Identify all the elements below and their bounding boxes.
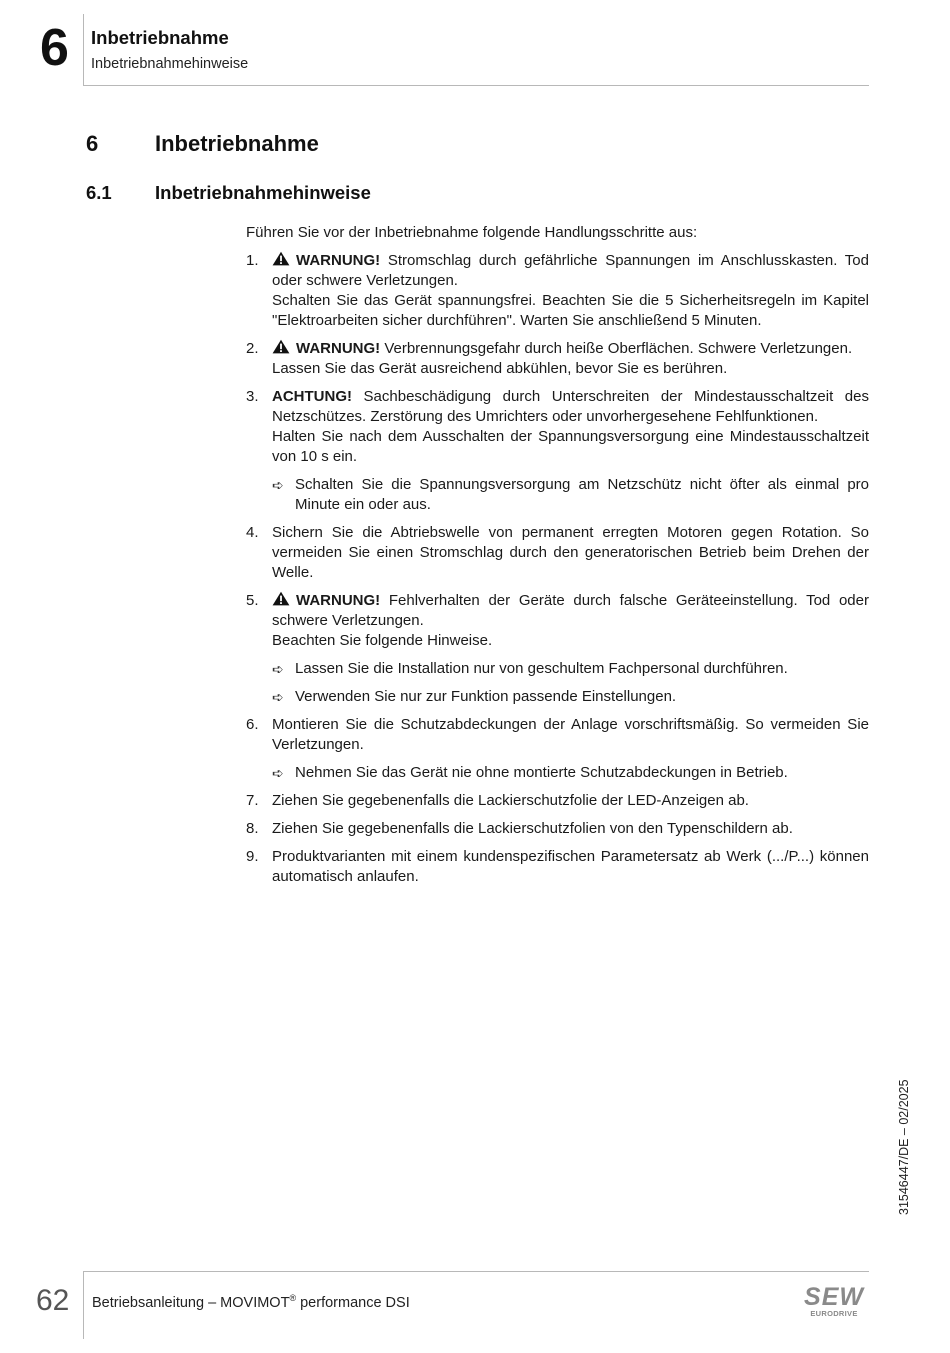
registered-mark: ®	[289, 1293, 297, 1303]
step-text	[272, 387, 869, 427]
hollow-arrow-icon: ➪	[272, 661, 284, 677]
hollow-arrow-icon: ➪	[272, 477, 284, 493]
list-item	[246, 847, 869, 887]
step-text: Montieren Sie die Schutzabdeckungen der Anlage vorschriftsmäßig. So vermeiden Sie Verletzungen.	[272, 716, 869, 753]
list-item	[246, 523, 869, 583]
step-text: Ziehen Sie gegebenenfalls die Lackierschutzfolie der LED-Anzeigen ab.	[272, 792, 749, 809]
list-item	[246, 339, 869, 379]
action-text: Lassen Sie das Gerät ausreichend abkühlen, bevor Sie es berühren.	[272, 360, 728, 377]
footer-rule	[83, 1271, 869, 1272]
list-item	[246, 819, 869, 839]
instructions-body	[246, 223, 869, 895]
warning-triangle-icon	[272, 591, 290, 606]
list-item	[246, 591, 869, 707]
hollow-arrow-icon: ➪	[272, 689, 284, 705]
step-number: 2.	[246, 340, 259, 357]
sub-item	[272, 687, 869, 707]
sub-item-text: Nehmen Sie das Gerät nie ohne montierte Schutzabdeckungen in Betrieb.	[295, 764, 788, 781]
step-text: Ziehen Sie gegebenenfalls die Lackierschutzfolien von den Typenschildern ab.	[272, 820, 793, 837]
list-item	[246, 715, 869, 783]
sub-item-text: Lassen Sie die Installation nur von geschultem Fachpersonal durchführen.	[295, 660, 788, 677]
section-title: Inbetriebnahme	[155, 131, 319, 156]
document-number: 31546447/DE – 02/2025	[897, 1079, 911, 1215]
step-number: 7.	[246, 792, 259, 809]
warning-triangle-icon	[272, 251, 290, 266]
sub-item-text: Verwenden Sie nur zur Funktion passende Einstellungen.	[295, 688, 677, 705]
hollow-arrow-icon: ➪	[272, 765, 284, 781]
intro-text: Führen Sie vor der Inbetriebnahme folgende Handlungsschritte aus:	[246, 224, 698, 241]
hazard-text: Sachbeschädigung durch Unterschreiten der Mindestausschaltzeit des Netzschützes. Zerstörung des Umrichters oder unvorhergesehene Fehlfunktionen.	[272, 388, 869, 425]
subsection-number: 6.1	[86, 182, 112, 203]
step-number: 3.	[246, 388, 259, 405]
sub-item	[272, 475, 869, 515]
footer-title	[92, 1293, 410, 1311]
step-text	[272, 339, 869, 359]
page-number: 62	[36, 1284, 70, 1317]
logo-sub-text: EURODRIVE	[810, 1309, 858, 1318]
action-text: Schalten Sie das Gerät spannungsfrei. Beachten Sie die 5 Sicherheitsregeln im Kapitel "Elektroarbeiten sicher durchführen". Warten Sie anschließend 5 Minuten.	[272, 292, 869, 329]
footer-title-prefix: Betriebsanleitung – MOVIMOT	[92, 1294, 290, 1311]
hazard-text: Stromschlag durch gefährliche Spannungen im Anschlusskasten. Tod oder schwere Verletzungen.	[272, 252, 869, 289]
step-number: 6.	[246, 716, 259, 733]
subsection-title: Inbetriebnahmehinweise	[155, 182, 371, 203]
logo-main-text: SEW	[804, 1283, 864, 1311]
hazard-text: Fehlverhalten der Geräte durch falsche Geräteeinstellung. Tod oder schwere Verletzungen.	[272, 592, 869, 629]
header-rule	[83, 85, 869, 86]
footer-title-suffix: performance DSI	[296, 1294, 410, 1311]
warning-keyword: WARNUNG!	[296, 340, 381, 357]
warning-keyword: WARNUNG!	[296, 592, 381, 609]
action-text: Halten Sie nach dem Ausschalten der Spannungsversorgung eine Mindestausschaltzeit von 10 s ein.	[272, 428, 869, 465]
list-item	[246, 387, 869, 515]
sub-item	[272, 763, 869, 783]
step-text	[272, 591, 869, 631]
caution-keyword: ACHTUNG!	[272, 388, 352, 405]
action-text: Beachten Sie folgende Hinweise.	[272, 632, 493, 649]
chapter-number: 6	[40, 19, 69, 77]
section-number: 6	[86, 131, 99, 156]
hazard-text: Verbrennungsgefahr durch heiße Oberflächen. Schwere Verletzungen.	[380, 340, 853, 357]
step-number: 8.	[246, 820, 259, 837]
step-text	[272, 251, 869, 291]
list-item	[246, 251, 869, 331]
footer-divider	[83, 1271, 84, 1339]
step-text: Sichern Sie die Abtriebswelle von permanent erregten Motoren gegen Rotation. So vermeiden Sie einen Stromschlag durch den generatorischen Betrieb beim Drehen der Welle.	[272, 524, 869, 581]
step-text: Produktvarianten mit einem kundenspezifischen Parametersatz ab Werk (.../P...) können automatisch anlaufen.	[272, 848, 869, 885]
sub-item	[272, 659, 869, 679]
step-number: 4.	[246, 524, 259, 541]
step-number: 9.	[246, 848, 259, 865]
header-divider	[83, 14, 84, 86]
header-title: Inbetriebnahme	[91, 27, 229, 48]
list-item	[246, 791, 869, 811]
warning-keyword: WARNUNG!	[296, 252, 381, 269]
header-subtitle: Inbetriebnahmehinweise	[91, 56, 249, 72]
step-number: 1.	[246, 252, 259, 269]
sub-item-text: Schalten Sie die Spannungsversorgung am Netzschütz nicht öfter als einmal pro Minute ein oder aus.	[295, 476, 869, 513]
step-number: 5.	[246, 592, 259, 609]
warning-triangle-icon	[272, 339, 290, 354]
sew-eurodrive-logo	[798, 1285, 870, 1318]
